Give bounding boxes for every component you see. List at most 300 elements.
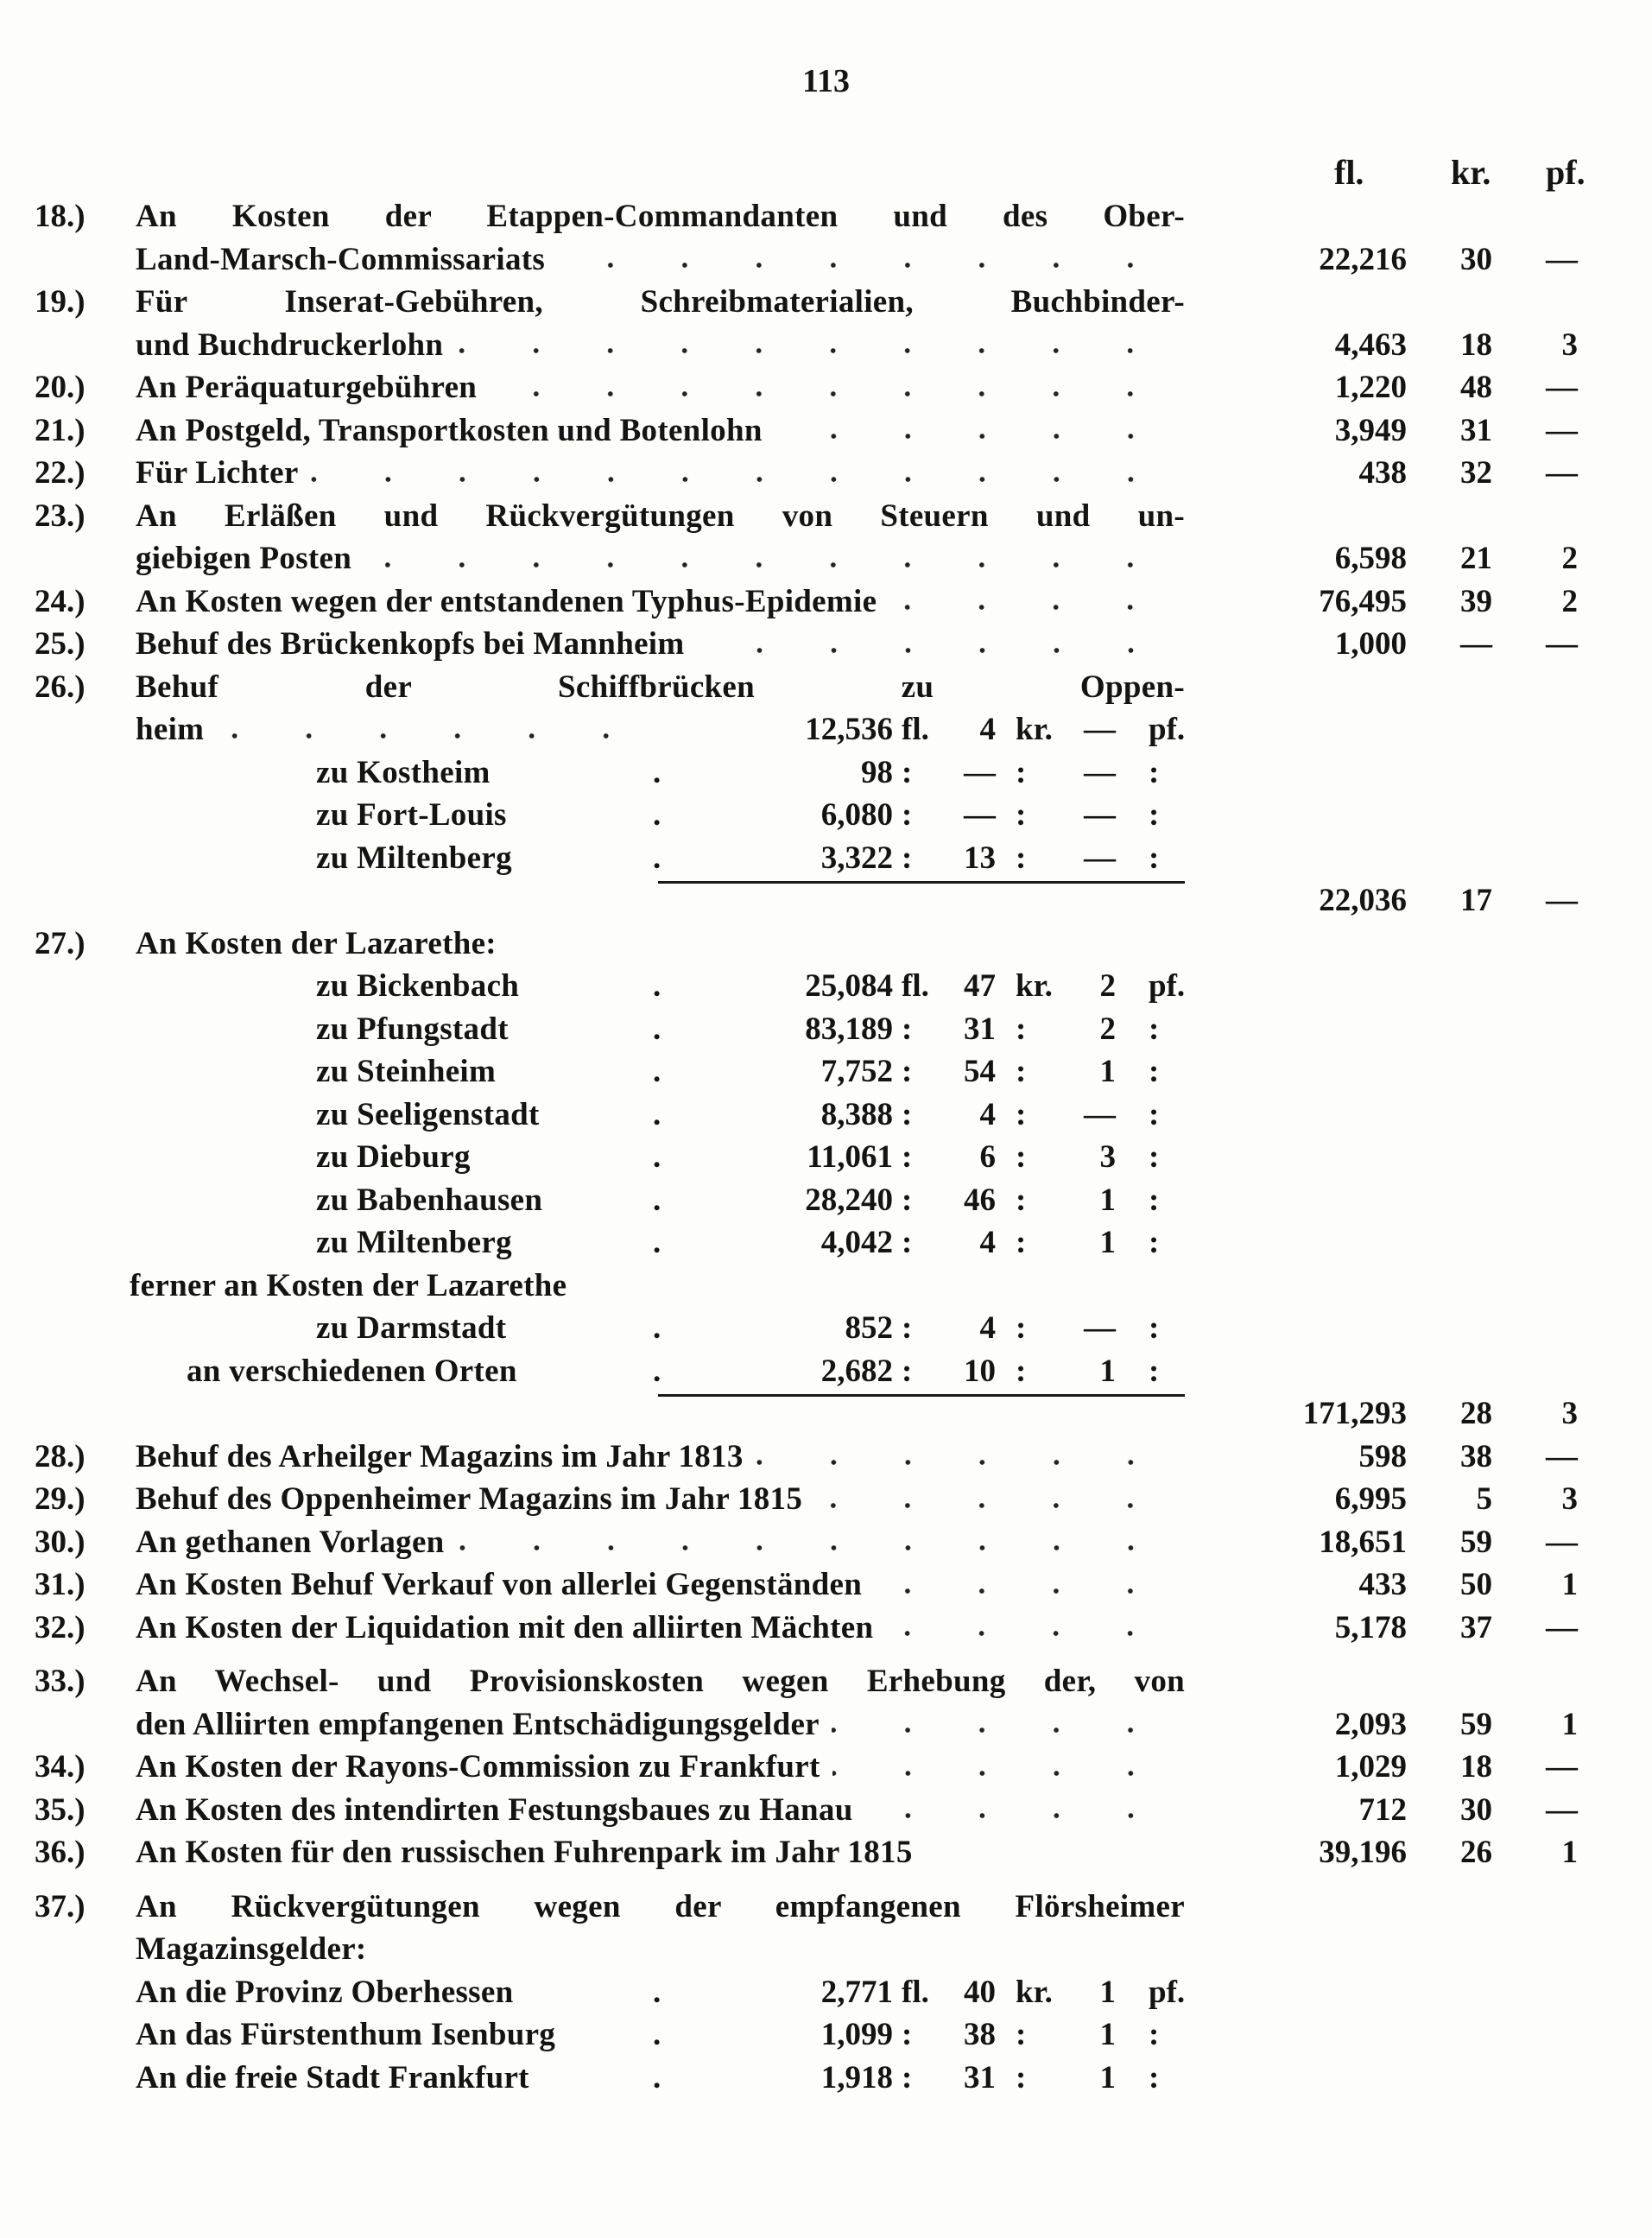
item-description: zu Fort-Louis [316, 797, 507, 833]
item-description-wrap [316, 1008, 509, 1051]
sub-amount-gulden: 98 [861, 754, 893, 790]
item-description: An Kosten der Liquidation mit den alliirten Mächten [136, 1609, 874, 1645]
unit-gulden: : [902, 1011, 913, 1047]
item-description: An Rückvergütungen wegen der empfangenen Flörsheimer [136, 1888, 1185, 1924]
item-description: An Wechsel- und Provisionskosten wegen Erhebung der, von [136, 1664, 1185, 1699]
unit-gulden: : [902, 1096, 913, 1132]
sub-amount-gulden: 25,084 [805, 968, 893, 1004]
ledger-line [0, 837, 1652, 880]
item-description: zu Bickenbach [316, 968, 520, 1004]
ledger-line [0, 1521, 1652, 1564]
item-description-wrap [136, 1607, 1168, 1650]
sub-amount-gulden: 1,918 [820, 2059, 893, 2095]
amount-kreuzer: 26 [1460, 1835, 1492, 1870]
sub-amount-kreuzer: 40 [964, 1974, 996, 2010]
unit-kreuzer: : [1016, 1139, 1027, 1175]
dot-leader [216, 732, 643, 739]
item-number: 23.) [35, 498, 85, 534]
ledger-line [0, 1703, 1652, 1747]
amount-gulden: 171,293 [1302, 1396, 1407, 1431]
amount-pfennig: 1 [1561, 1835, 1578, 1870]
ledger-line [0, 666, 1652, 709]
item-number: 27.) [35, 925, 85, 961]
unit-gulden: : [902, 2059, 913, 2095]
sub-amount-kreuzer: 38 [964, 2017, 996, 2052]
unit-kreuzer: : [1016, 2059, 1027, 2095]
item-number: 19.) [35, 284, 85, 320]
ledger-line [0, 2057, 1652, 2100]
item-description-wrap [316, 1179, 542, 1222]
item-description: An Kosten der Lazarethe: [136, 925, 497, 961]
sub-amount-kreuzer: 4 [979, 1225, 996, 1260]
item-description-wrap [136, 238, 1168, 282]
sub-amount-gulden: 4,042 [820, 1225, 893, 1260]
amount-gulden: 433 [1358, 1567, 1407, 1602]
sub-amount-pfennig: 2 [1099, 1011, 1116, 1047]
item-description: An Erläßen und Rückvergütungen von Steuern und un- [136, 498, 1185, 534]
unit-pfennig: pf. [1149, 712, 1186, 747]
item-description: Magazinsgelder: [136, 1931, 367, 1967]
item-description: An das Fürstenthum Isenburg [136, 2017, 556, 2052]
sub-amount-gulden: 3,322 [820, 840, 893, 876]
ledger-line [0, 409, 1652, 453]
amount-gulden: 712 [1358, 1791, 1407, 1828]
sub-amount-pfennig: — [1084, 840, 1116, 876]
amount-kreuzer: 31 [1460, 412, 1492, 448]
dot-leader [874, 1588, 1168, 1594]
item-number: 24.) [35, 583, 85, 619]
item-description-wrap [136, 366, 1168, 409]
item-description: An Kosten Behuf Verkauf von allerlei Gegenständen [136, 1567, 863, 1602]
item-description: Behuf des Brückenkopfs bei Mannheim [136, 626, 685, 662]
sub-amount-pfennig: 2 [1099, 968, 1116, 1004]
dot-leader [832, 1770, 1168, 1777]
dot-leader [489, 390, 1168, 397]
item-number: 34.) [35, 1749, 85, 1785]
sub-amount-gulden: 8,388 [820, 1096, 893, 1132]
item-description-wrap [136, 1831, 913, 1874]
ledger-line [0, 708, 1652, 751]
dot-leader [697, 647, 1168, 654]
amount-pfennig: — [1546, 455, 1578, 491]
item-description: An Kosten der Etappen-Commandanten und des Ober- [136, 199, 1185, 234]
ledger-line [0, 2013, 1652, 2057]
sub-amount-gulden: 2,771 [820, 1974, 893, 2010]
item-description: An gethanen Vorlagen [136, 1524, 445, 1560]
ledger-line [0, 281, 1652, 324]
amount-kreuzer: 18 [1460, 327, 1492, 363]
unit-pfennig: : [1149, 2059, 1160, 2095]
dot-leader [865, 1812, 1168, 1819]
item-number: 20.) [35, 370, 85, 405]
unit-pfennig: pf. [1149, 1974, 1186, 2010]
item-description: Für Lichter [136, 455, 299, 491]
sub-amount-pfennig: — [1084, 797, 1116, 833]
unit-gulden: : [902, 1353, 913, 1389]
sub-amount-gulden: 11,061 [807, 1139, 893, 1175]
dot-leader: . [653, 1353, 661, 1389]
column-header-gulden: fl. [1334, 153, 1364, 192]
ledger-line [0, 1050, 1652, 1094]
amount-gulden: 3,949 [1334, 412, 1407, 448]
dot-leader [455, 347, 1168, 354]
item-description-wrap [316, 837, 512, 880]
sub-amount-pfennig: 1 [1099, 2059, 1116, 2095]
item-description: Behuf des Oppenheimer Magazins im Jahr 1815 [136, 1481, 803, 1517]
amount-gulden: 18,651 [1319, 1524, 1407, 1560]
unit-gulden: : [902, 840, 913, 876]
amount-kreuzer: 59 [1460, 1706, 1492, 1742]
amount-gulden: 5,178 [1334, 1609, 1407, 1645]
unit-pfennig: : [1149, 797, 1160, 833]
item-description: zu Kostheim [316, 754, 491, 790]
item-description-wrap [136, 452, 1168, 495]
item-description: Behuf des Arheilger Magazins im Jahr 1813 [136, 1438, 744, 1474]
item-description-wrap [316, 794, 507, 837]
item-number: 28.) [35, 1438, 85, 1474]
dot-leader: . [653, 1974, 661, 2010]
sub-amount-pfennig: — [1084, 1096, 1116, 1132]
amount-kreuzer: 17 [1460, 883, 1492, 918]
item-description: An Kosten für den russischen Fuhrenpark im Jahr 1815 [136, 1835, 913, 1870]
ledger-line [0, 1094, 1652, 1137]
ledger-line [0, 1478, 1652, 1521]
unit-gulden: : [902, 754, 913, 790]
dot-leader: . [653, 2017, 661, 2052]
item-description-wrap [136, 1886, 1185, 1929]
item-description: an verschiedenen Orten [187, 1353, 517, 1389]
amount-kreuzer: 39 [1460, 583, 1492, 619]
ledger-line [0, 1563, 1652, 1607]
sub-amount-pfennig: 3 [1099, 1139, 1116, 1175]
ledger-line [0, 1221, 1652, 1265]
column-header-kreuzer: kr. [1451, 153, 1491, 192]
item-description-wrap [136, 708, 643, 751]
item-description: und Buchdruckerlohn [136, 327, 444, 363]
dot-leader [885, 1630, 1168, 1637]
amount-pfennig: — [1546, 883, 1578, 918]
ledger-line [0, 1136, 1652, 1179]
ledger-line [0, 495, 1652, 538]
item-description-wrap [136, 922, 497, 966]
item-number: 35.) [35, 1791, 85, 1828]
item-description-wrap [136, 1436, 1168, 1479]
sub-amount-pfennig: 1 [1099, 1182, 1116, 1218]
amount-kreuzer: 28 [1460, 1396, 1492, 1431]
item-description-wrap [187, 1350, 517, 1393]
item-description: zu Dieburg [316, 1139, 471, 1175]
item-number: 29.) [35, 1481, 85, 1517]
item-description: heim [136, 712, 205, 747]
item-description-wrap [136, 1928, 367, 1971]
item-description-wrap [136, 1660, 1185, 1703]
amount-gulden: 22,036 [1319, 883, 1407, 918]
amount-pfennig: — [1546, 1749, 1578, 1785]
dot-leader [814, 1502, 1168, 1509]
unit-kreuzer: kr. [1016, 968, 1053, 1004]
item-description-wrap [136, 580, 1168, 624]
ledger-line [0, 1789, 1652, 1832]
amount-pfennig: 3 [1561, 327, 1578, 363]
dot-leader: . [653, 1225, 661, 1260]
dot-leader [889, 604, 1168, 611]
ledger-line [0, 623, 1652, 666]
item-number: 25.) [35, 626, 85, 662]
sub-amount-kreuzer: 31 [964, 2059, 996, 2095]
unit-pfennig: : [1149, 1310, 1160, 1346]
item-description-wrap [136, 495, 1185, 538]
unit-gulden: : [902, 797, 913, 833]
item-description: zu Miltenberg [316, 840, 512, 876]
sum-rule [658, 1394, 1185, 1397]
ledger-line [0, 1307, 1652, 1350]
amount-pfennig: — [1546, 412, 1578, 448]
sub-amount-gulden: 852 [845, 1310, 893, 1346]
ledger-line [0, 1660, 1652, 1703]
dot-leader [557, 262, 1168, 269]
item-number: 33.) [35, 1664, 85, 1699]
dot-leader [756, 1459, 1168, 1466]
page-number: 113 [802, 63, 850, 99]
unit-gulden: : [902, 1139, 913, 1175]
unit-kreuzer: : [1016, 1182, 1027, 1218]
ledger-lines [0, 195, 1652, 2099]
sum-rule [658, 881, 1185, 884]
amount-kreuzer: 38 [1460, 1438, 1492, 1474]
item-number: 30.) [35, 1524, 85, 1560]
sub-amount-kreuzer: 54 [964, 1054, 996, 1089]
ledger-line [0, 879, 1652, 922]
item-description-wrap [136, 623, 1168, 666]
item-description: An Kosten des intendirten Festungsbaues zu Hanau [136, 1791, 853, 1828]
unit-kreuzer: : [1016, 1353, 1027, 1389]
ledger-line [0, 1436, 1652, 1479]
item-number: 36.) [35, 1835, 85, 1870]
ledger-line [0, 452, 1652, 495]
item-description-wrap [316, 1136, 471, 1179]
unit-kreuzer: kr. [1016, 1974, 1053, 2010]
amount-kreuzer: 5 [1476, 1481, 1492, 1517]
amount-pfennig: 3 [1561, 1481, 1578, 1517]
amount-pfennig: — [1546, 370, 1578, 405]
sub-amount-kreuzer: 46 [964, 1182, 996, 1218]
amount-gulden: 1,029 [1334, 1749, 1407, 1785]
item-description: zu Miltenberg [316, 1225, 512, 1260]
amount-gulden: 76,495 [1319, 583, 1407, 619]
item-description: zu Darmstadt [316, 1310, 507, 1346]
unit-kreuzer: : [1016, 840, 1027, 876]
item-description: ferner an Kosten der Lazarethe [130, 1267, 567, 1303]
amount-kreuzer: 32 [1460, 455, 1492, 491]
item-number: 22.) [35, 455, 85, 491]
sub-amount-kreuzer: 47 [964, 968, 996, 1004]
sub-amount-kreuzer: 31 [964, 1011, 996, 1047]
unit-kreuzer: : [1016, 797, 1027, 833]
ledger-line [0, 965, 1652, 1008]
sub-amount-gulden: 1,099 [820, 2017, 893, 2052]
item-description-wrap [316, 965, 519, 1008]
item-description-wrap [130, 1265, 566, 1308]
amount-pfennig: 1 [1561, 1706, 1578, 1742]
ledger-line [0, 1886, 1652, 1929]
ledger-line [0, 195, 1652, 238]
unit-gulden: : [902, 1182, 913, 1218]
unit-pfennig: : [1149, 1182, 1160, 1218]
item-description: An Peräquaturgebühren [136, 370, 478, 405]
ledger-line [0, 580, 1652, 624]
item-description-wrap [316, 1221, 512, 1265]
unit-pfennig: : [1149, 1054, 1160, 1089]
item-description: giebigen Posten [136, 541, 352, 576]
unit-gulden: : [902, 1310, 913, 1346]
amount-pfennig: 2 [1561, 583, 1578, 619]
amount-gulden: 2,093 [1334, 1706, 1407, 1742]
sub-amount-pfennig: 1 [1099, 1353, 1116, 1389]
ledger-line [0, 1607, 1652, 1650]
sub-amount-gulden: 12,536 [805, 712, 893, 747]
unit-kreuzer: : [1016, 1054, 1027, 1089]
sub-amount-kreuzer: 4 [979, 1310, 996, 1346]
unit-kreuzer: kr. [1016, 712, 1053, 747]
dot-leader: . [653, 840, 661, 876]
unit-kreuzer: : [1016, 2017, 1027, 2052]
amount-pfennig: — [1546, 1609, 1578, 1645]
amount-pfennig: — [1546, 1524, 1578, 1560]
item-description-wrap [316, 1307, 506, 1350]
sub-amount-gulden: 6,080 [820, 797, 893, 833]
unit-pfennig: : [1149, 1353, 1160, 1389]
amount-gulden: 6,995 [1334, 1481, 1407, 1517]
dot-leader: . [653, 968, 661, 1004]
amount-kreuzer: 30 [1460, 241, 1492, 277]
amount-kreuzer: 48 [1460, 370, 1492, 405]
sub-amount-pfennig: — [1084, 712, 1116, 747]
amount-kreuzer: 21 [1460, 541, 1492, 576]
sub-amount-kreuzer: — [964, 754, 996, 790]
amount-gulden: 438 [1358, 455, 1407, 491]
ledger-line [0, 1350, 1652, 1393]
item-description: Land-Marsch-Commissariats [136, 241, 546, 277]
amount-gulden: 39,196 [1319, 1835, 1407, 1870]
sub-amount-pfennig: 1 [1099, 1054, 1116, 1089]
ledger-line [0, 238, 1652, 282]
amount-pfennig: — [1546, 1438, 1578, 1474]
amount-pfennig: 3 [1561, 1396, 1578, 1431]
sub-amount-pfennig: — [1084, 1310, 1116, 1346]
dot-leader: . [653, 1139, 661, 1175]
item-description: zu Pfungstadt [316, 1011, 509, 1047]
sub-amount-gulden: 7,752 [820, 1054, 893, 1089]
item-description: zu Babenhausen [316, 1182, 543, 1218]
amount-kreuzer: 37 [1460, 1609, 1492, 1645]
dot-leader [457, 1544, 1168, 1551]
item-description: den Alliirten empfangenen Entschädigungsgelder [136, 1706, 820, 1742]
amount-gulden: 1,000 [1334, 626, 1407, 662]
column-header-pfennig: pf. [1546, 153, 1586, 192]
amount-pfennig: — [1546, 626, 1578, 662]
sub-amount-kreuzer: 6 [979, 1139, 996, 1175]
ledger-line [0, 922, 1652, 966]
unit-kreuzer: : [1016, 1225, 1027, 1260]
item-number: 26.) [35, 669, 85, 705]
sub-amount-kreuzer: 4 [979, 1096, 996, 1132]
item-description-wrap [316, 751, 491, 795]
item-description: An Kosten wegen der entstandenen Typhus-Epidemie [136, 583, 877, 619]
unit-gulden: : [902, 2017, 913, 2052]
amount-gulden: 1,220 [1334, 370, 1407, 405]
unit-gulden: fl. [902, 968, 929, 1004]
unit-pfennig: : [1149, 840, 1160, 876]
unit-kreuzer: : [1016, 1096, 1027, 1132]
unit-pfennig: : [1149, 1011, 1160, 1047]
unit-pfennig: : [1149, 1096, 1160, 1132]
item-description-wrap [136, 1563, 1168, 1607]
dot-leader [775, 433, 1168, 440]
item-description-wrap [316, 1050, 496, 1094]
ledger-line [0, 1831, 1652, 1874]
ledger-line [0, 1392, 1652, 1436]
sub-amount-kreuzer: 10 [964, 1353, 996, 1389]
amount-gulden: 22,216 [1319, 241, 1407, 277]
dot-leader: . [653, 1310, 661, 1346]
ledger-line [0, 1928, 1652, 1971]
item-description-wrap [136, 666, 1185, 709]
sub-amount-gulden: 83,189 [805, 1011, 893, 1047]
item-description-wrap [136, 1703, 1168, 1747]
item-number: 37.) [35, 1888, 85, 1924]
ledger-line [0, 1746, 1652, 1789]
item-description-wrap [316, 1094, 540, 1137]
item-description-wrap [136, 324, 1168, 367]
unit-kreuzer: : [1016, 1310, 1027, 1346]
dot-leader: . [653, 1011, 661, 1047]
dot-leader: . [653, 797, 661, 833]
amount-kreuzer: 18 [1460, 1749, 1492, 1785]
sub-amount-pfennig: 1 [1099, 1225, 1116, 1260]
ledger-line [0, 537, 1652, 580]
ledger-line [0, 366, 1652, 409]
item-description-wrap [136, 195, 1185, 238]
amount-pfennig: — [1546, 1791, 1578, 1828]
dot-leader [832, 1727, 1168, 1734]
item-description: zu Steinheim [316, 1054, 497, 1089]
item-description: An Postgeld, Transportkosten und Botenlohn [136, 412, 763, 448]
item-description-wrap [136, 281, 1185, 324]
unit-pfennig: : [1149, 2017, 1160, 2052]
amount-kreuzer: — [1460, 626, 1492, 662]
item-description-wrap [136, 409, 1168, 453]
unit-gulden: fl. [902, 712, 929, 747]
item-number: 32.) [35, 1609, 85, 1645]
dot-leader: . [653, 1054, 661, 1089]
unit-gulden: fl. [902, 1974, 929, 2010]
ledger-line [0, 1179, 1652, 1222]
item-description-wrap [136, 1521, 1168, 1564]
dot-leader: . [653, 754, 661, 790]
amount-pfennig: 2 [1561, 541, 1578, 576]
dot-leader [311, 476, 1168, 483]
item-description-wrap [136, 1478, 1168, 1521]
sub-amount-kreuzer: — [964, 797, 996, 833]
item-description-wrap [136, 2057, 529, 2100]
amount-kreuzer: 30 [1460, 1791, 1492, 1828]
item-description-wrap [136, 537, 1168, 580]
amount-gulden: 4,463 [1334, 327, 1407, 363]
unit-pfennig: pf. [1149, 968, 1186, 1004]
unit-kreuzer: : [1016, 1011, 1027, 1047]
dot-leader: . [653, 1182, 661, 1218]
item-description: zu Seeligenstadt [316, 1096, 540, 1132]
